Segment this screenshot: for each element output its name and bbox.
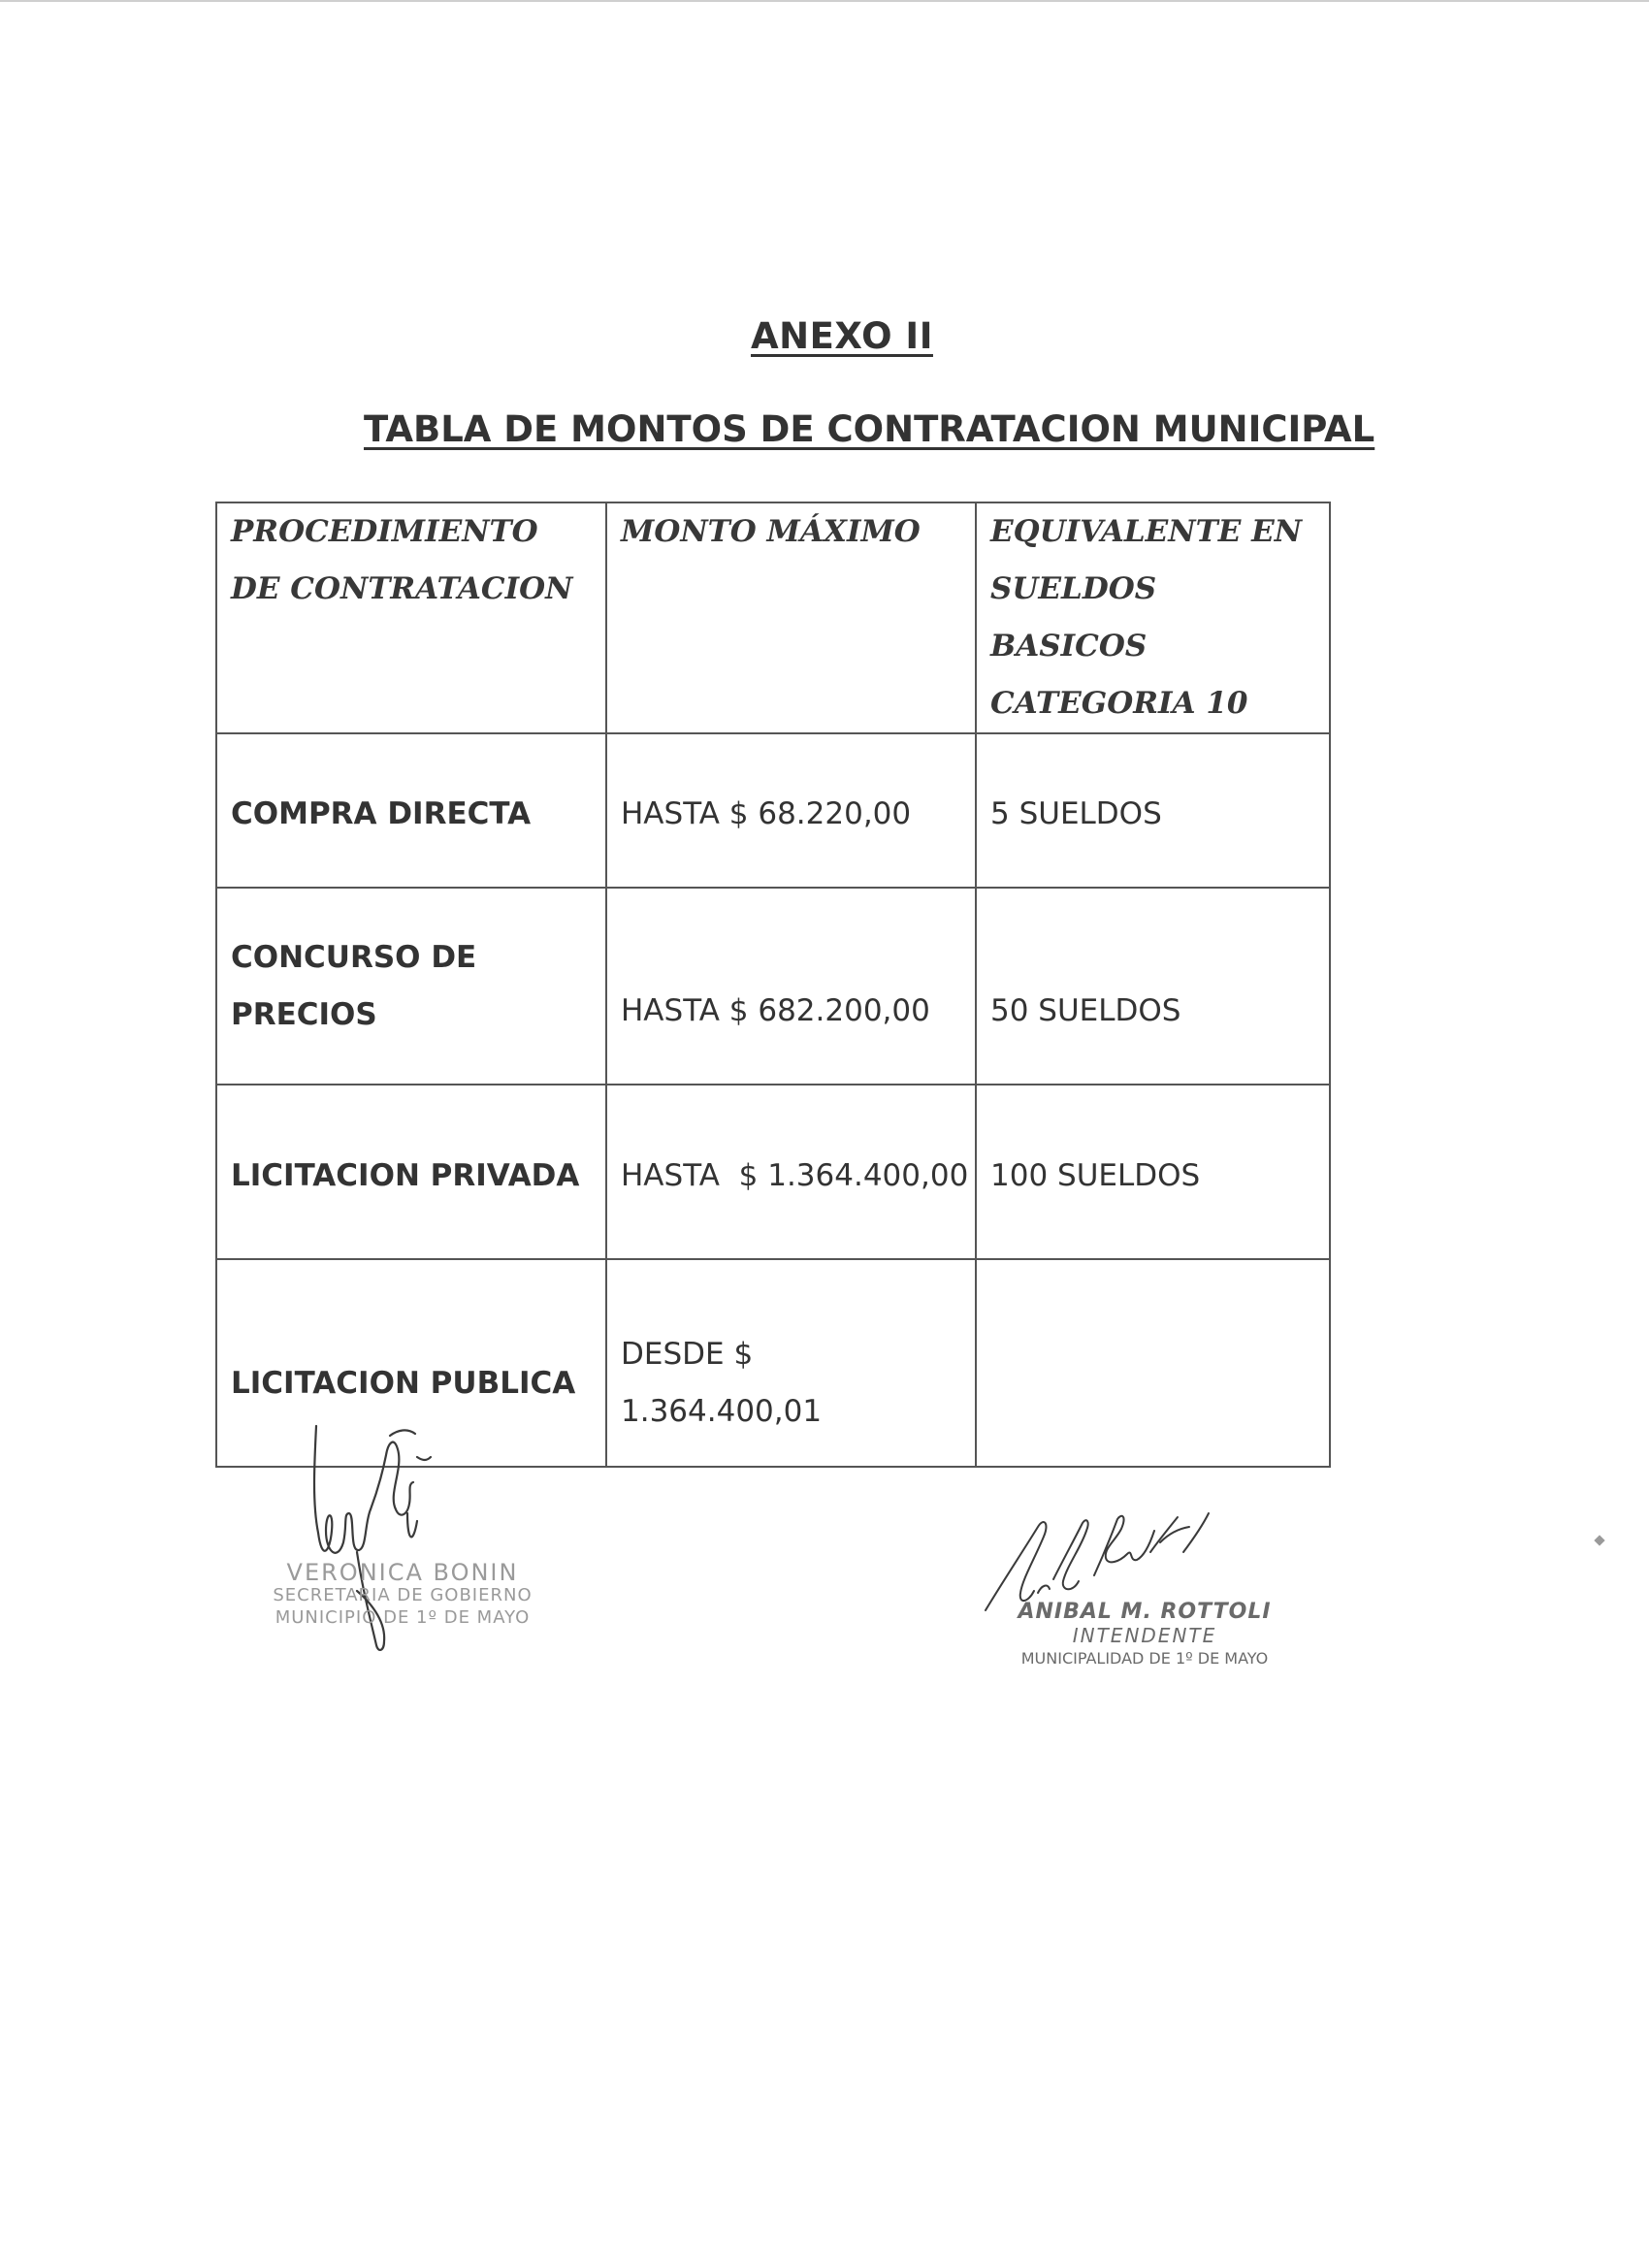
annex-heading: ANEXO II — [751, 315, 933, 357]
left-signer-role: SECRETARIA DE GOBIERNO — [273, 1585, 533, 1605]
cell-procedure: LICITACION PUBLICA — [216, 1259, 606, 1467]
table-row — [216, 888, 1330, 1085]
cell-procedure: CONCURSO DE PRECIOS — [216, 888, 606, 1085]
cell-procedure: COMPRA DIRECTA — [216, 733, 606, 888]
right-signer-name: ANIBAL M. ROTTOLI — [1018, 1600, 1272, 1624]
right-signature-stamp — [999, 1601, 1290, 1670]
cell-procedure: LICITACION PRIVADA — [216, 1085, 606, 1259]
header-max-amount: MONTO MÁXIMO — [606, 502, 976, 733]
scan-speck — [1594, 1535, 1604, 1545]
left-signer-name: VERONICA BONIN — [286, 1559, 519, 1586]
cell-equivalent: 50 SUELDOS — [976, 888, 1330, 1085]
table-title: TABLA DE MONTOS DE CONTRATACION MUNICIPAL — [364, 408, 1375, 450]
left-signature-scribble — [262, 1416, 553, 1669]
cell-equivalent: 100 SUELDOS — [976, 1085, 1330, 1259]
right-signer-org: MUNICIPALIDAD DE 1º DE MAYO — [1020, 1649, 1269, 1668]
header-equivalent: EQUIVALENTE EN SUELDOS BASICOS CATEGORIA 10 — [976, 502, 1330, 733]
header-procedure: PROCEDIMIENTO DE CONTRATACION — [216, 502, 606, 733]
table-row — [216, 1085, 1330, 1259]
cell-amount: HASTA $ 682.200,00 — [606, 888, 976, 1085]
left-signer-org: MUNICIPIO DE 1º DE MAYO — [275, 1607, 531, 1628]
scan-edge-line — [0, 0, 1649, 2]
cell-amount: HASTA $ 68.220,00 — [606, 733, 976, 888]
contracting-amounts-table — [215, 502, 1331, 1468]
cell-amount: DESDE $ 1.364.400,01 — [606, 1259, 976, 1467]
left-signature-stamp — [262, 1559, 543, 1629]
table-header-row — [216, 502, 1330, 733]
cell-equivalent — [976, 1259, 1330, 1467]
cell-equivalent: 5 SUELDOS — [976, 733, 1330, 888]
table-row — [216, 733, 1330, 888]
cell-amount: HASTA $ 1.364.400,00 — [606, 1085, 976, 1259]
right-signer-role: INTENDENTE — [1072, 1624, 1217, 1647]
